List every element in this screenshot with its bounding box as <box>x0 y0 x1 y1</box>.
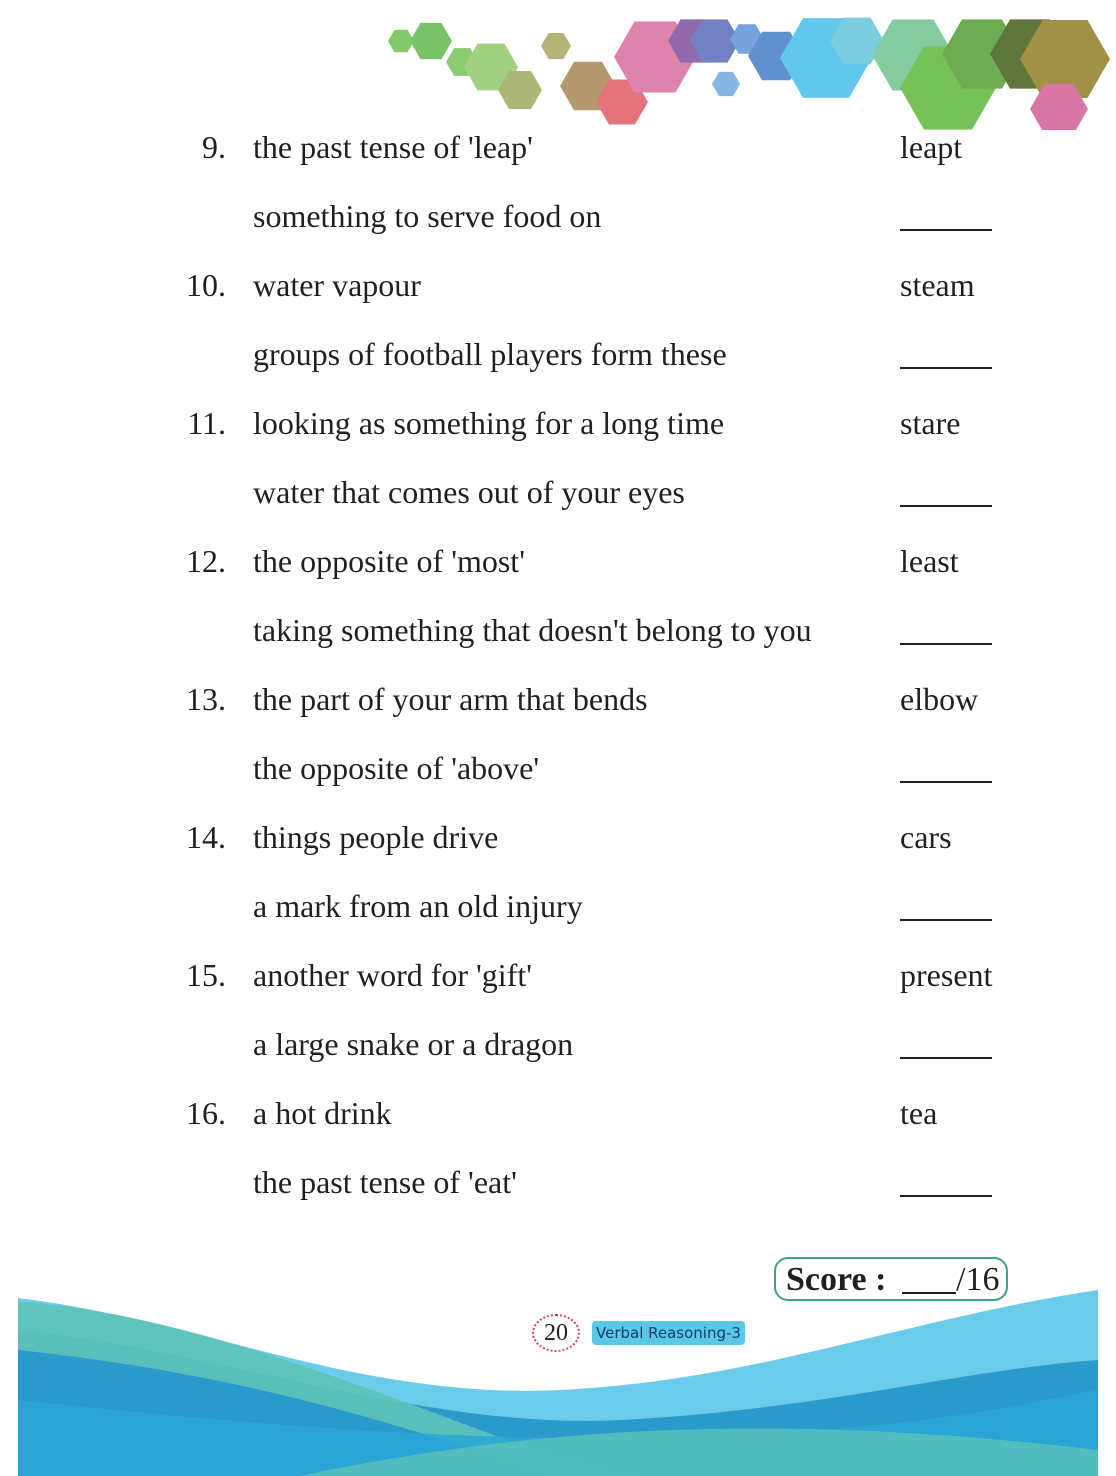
clue-text: something to serve food on <box>253 198 602 234</box>
question-row <box>0 674 1116 724</box>
question-number: 14. <box>186 819 226 855</box>
answer-blank[interactable] <box>900 643 992 645</box>
page-number: 20 <box>532 1314 580 1352</box>
question-number: 9. <box>202 129 226 165</box>
question-row <box>0 605 1116 655</box>
clue-text: water vapour <box>253 267 421 303</box>
clue-text: taking something that doesn't belong to you <box>253 612 812 648</box>
question-row <box>0 191 1116 241</box>
question-row <box>0 950 1116 1000</box>
question-row <box>0 260 1116 310</box>
answer-blank[interactable] <box>900 919 992 921</box>
answer-word: least <box>900 543 959 579</box>
question-number: 15. <box>186 957 226 993</box>
question-row <box>0 1019 1116 1069</box>
clue-text: looking as something for a long time <box>253 405 725 441</box>
score-total: /16 <box>956 1261 1000 1298</box>
answer-blank[interactable] <box>900 505 992 507</box>
clue-text: the opposite of 'above' <box>253 750 540 786</box>
clue-text: the opposite of 'most' <box>253 543 525 579</box>
clue-text: the past tense of 'leap' <box>253 129 533 165</box>
question-row <box>0 1157 1116 1207</box>
question-number: 12. <box>186 543 226 579</box>
question-row <box>0 1088 1116 1138</box>
answer-word: present <box>900 957 993 993</box>
answer-word: cars <box>900 819 952 855</box>
clue-text: things people drive <box>253 819 499 855</box>
clue-text: a mark from an old injury <box>253 888 583 924</box>
question-row <box>0 329 1116 379</box>
answer-word: elbow <box>900 681 979 717</box>
answer-word: tea <box>900 1095 938 1131</box>
score-box <box>774 1257 1008 1301</box>
clue-text: water that comes out of your eyes <box>253 474 685 510</box>
question-number: 16. <box>186 1095 226 1131</box>
question-row <box>0 122 1116 172</box>
answer-word: steam <box>900 267 975 303</box>
clue-text: the part of your arm that bends <box>253 681 648 717</box>
clue-text: a hot drink <box>253 1095 392 1131</box>
question-row <box>0 398 1116 448</box>
question-number: 11. <box>187 405 226 441</box>
answer-blank[interactable] <box>900 781 992 783</box>
answer-word: leapt <box>900 129 963 165</box>
question-number: 13. <box>186 681 226 717</box>
score-label: Score : <box>786 1261 887 1298</box>
clue-text: a large snake or a dragon <box>253 1026 574 1062</box>
bottom-wave-decoration <box>0 1280 1116 1476</box>
question-number: 10. <box>186 267 226 303</box>
question-row <box>0 812 1116 862</box>
question-row <box>0 536 1116 586</box>
score-blank[interactable] <box>902 1292 956 1294</box>
question-row <box>0 467 1116 517</box>
book-title-tag: Verbal Reasoning-3 <box>592 1321 745 1345</box>
question-row <box>0 881 1116 931</box>
answer-blank[interactable] <box>900 1057 992 1059</box>
top-hexagon-decoration <box>0 0 1116 130</box>
clue-text: groups of football players form these <box>253 336 727 372</box>
answer-word: stare <box>900 405 961 441</box>
answer-blank[interactable] <box>900 367 992 369</box>
answer-blank[interactable] <box>900 229 992 231</box>
answer-blank[interactable] <box>900 1195 992 1197</box>
clue-text: another word for 'gift' <box>253 957 532 993</box>
question-row <box>0 743 1116 793</box>
clue-text: the past tense of 'eat' <box>253 1164 517 1200</box>
